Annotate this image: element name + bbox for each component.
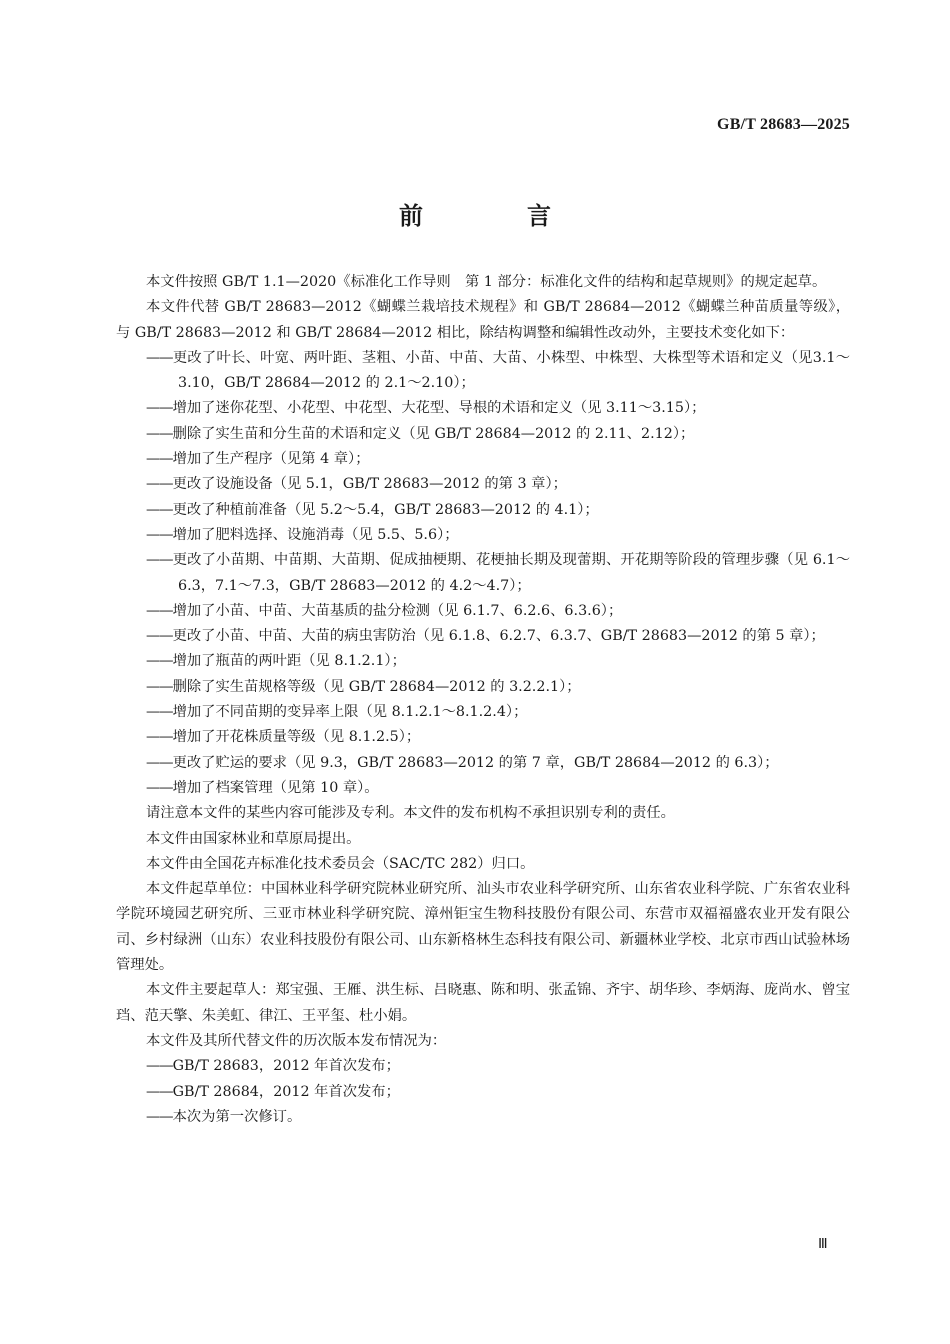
dash-list-item [116,1105,850,1130]
list-dash: —— [146,476,173,493]
list-item-text: 更改了贮运的要求（见 9.3，GB/T 28683—2012 的第 7 章，GB/T 28684—2012 的 6.3）； [172,754,779,771]
list-item-text: 更改了种植前准备（见 5.2～5.4，GB/T 28683—2012 的 4.1）； [172,501,599,518]
list-dash: —— [146,1058,173,1075]
list-item-text: 更改了设施设备（见 5.1，GB/T 28683—2012 的第 3 章）； [172,476,567,493]
dash-list-item [116,649,850,674]
page-number: Ⅲ [818,1237,828,1252]
list-item-text: 本次为第一次修订。 [172,1108,302,1125]
list-item-text: 增加了肥料选择、设施消毒（见 5.5、5.6）； [172,526,459,543]
list-item-text: 更改了小苗期、中苗期、大苗期、促成抽梗期、花梗抽长期及现蕾期、开花期等阶段的管理步骤（见 6.1～6.3，7.1～7.3，GB/T 28683—2012 的 4.2～4.7）； [172,552,850,594]
dash-list-item [116,751,850,776]
list-dash: —— [146,628,173,645]
list-item-text: 增加了迷你花型、小花型、中花型、大花型、导根的术语和定义（见 3.11～3.15）； [172,400,706,417]
list-dash: —— [146,704,173,721]
list-dash: —— [146,678,173,695]
list-dash: —— [146,526,173,543]
list-dash: —— [146,1083,173,1100]
list-item-text: 增加了瓶苗的两叶距（见 8.1.2.1）； [172,653,406,670]
paragraph: 请注意本文件的某些内容可能涉及专利。本文件的发布机构不承担识别专利的责任。 [146,805,675,822]
list-item-text: 增加了生产程序（见第 4 章）； [172,451,370,468]
dash-list-item [116,548,850,599]
list-dash: —— [146,729,173,746]
list-item-text: 增加了开花株质量等级（见 8.1.2.5）； [172,729,421,746]
list-item-text: 增加了不同苗期的变异率上限（见 8.1.2.1～8.1.2.4）； [172,704,528,721]
dash-list-item [116,447,850,472]
dash-list-item [116,472,850,497]
list-dash: —— [146,400,173,417]
page-title: 前 言 [399,202,591,230]
dash-list-item [116,346,850,397]
paragraph: 本文件由国家林业和草原局提出。 [146,830,361,847]
list-dash: —— [146,754,173,771]
document-body [116,270,850,1130]
list-dash: —— [146,602,173,619]
list-item-text: GB/T 28683，2012 年首次发布； [172,1058,400,1075]
list-dash: —— [146,425,173,442]
dash-list-item [116,498,850,523]
paragraph: 本文件及其所代替文件的历次版本发布情况为： [146,1032,447,1049]
list-item-text: 删除了实生苗规格等级（见 GB/T 28684—2012 的 3.2.2.1）； [172,678,581,695]
dash-list-item [116,1054,850,1079]
dash-list-item [116,624,850,649]
dash-list-item [116,523,850,548]
paragraph: 本文件代替 GB/T 28683—2012《蝴蝶兰栽培技术规程》和 GB/T 28684—2012《蝴蝶兰种苗质量等级》，与 GB/T 28683—2012 和 GB/T 28684—2012 相比，除结构调整和编辑性改动外，主要技术变化如下： [116,299,850,341]
paragraph: 本文件主要起草人：郑宝强、王雁、洪生标、吕晓惠、陈和明、张孟锦、齐宇、胡华珍、李炳海、庞尚水、曾宝珰、范天擎、朱美虹、律江、王平玺、杜小娟。 [116,982,850,1024]
list-item-text: 更改了小苗、中苗、大苗的病虫害防治（见 6.1.8、6.2.7、6.3.7、GB/T 28683—2012 的第 5 章）； [172,628,825,645]
list-dash: —— [146,349,173,366]
list-item-text: 更改了叶长、叶宽、两叶距、茎粗、小苗、中苗、大苗、小株型、中株型、大株型等术语和定义（见3.1～3.10，GB/T 28684—2012 的 2.1～2.10）； [172,349,850,392]
paragraph: 本文件按照 GB/T 1.1—2020《标准化工作导则 第 1 部分：标准化文件的结构和起草规则》的规定起草。 [146,274,827,290]
paragraph: 本文件起草单位：中国林业科学研究院林业研究所、汕头市农业科学研究所、山东省农业科学院、广东省农业科学院环境园艺研究所、三亚市林业科学研究院、漳州钜宝生物科技股份有限公司、东营市双福福盛农业开发有限公司、乡村绿洲（山东）农业科技股份有限公司、山东新格林生态科技有限公司、新疆林业学校、北京市西山试验林场管理处。 [116,881,850,974]
list-dash: —— [146,1108,173,1125]
list-item-text: 增加了档案管理（见第 10 章）。 [172,779,379,796]
list-item-text: GB/T 28684，2012 年首次发布； [172,1083,400,1100]
list-item-text: 删除了实生苗和分生苗的术语和定义（见 GB/T 28684—2012 的 2.11、2.12）； [172,425,695,442]
list-dash: —— [146,779,173,796]
dash-list-item [116,675,850,700]
list-dash: —— [146,653,173,670]
list-dash: —— [146,501,173,518]
list-dash: —— [146,552,173,569]
dash-list-item [116,700,850,725]
dash-list-item [116,776,850,801]
dash-list-item [116,1080,850,1105]
dash-list-item [116,599,850,624]
standard-number: GB/T 28683—2025 [717,116,850,133]
list-item-text: 增加了小苗、中苗、大苗基质的盐分检测（见 6.1.7、6.2.6、6.3.6）； [172,602,623,619]
paragraph: 本文件由全国花卉标准化技术委员会（SAC/TC 282）归口。 [146,855,535,872]
list-dash: —— [146,451,173,468]
dash-list-item [116,396,850,421]
dash-list-item [116,725,850,750]
dash-list-item [116,422,850,447]
